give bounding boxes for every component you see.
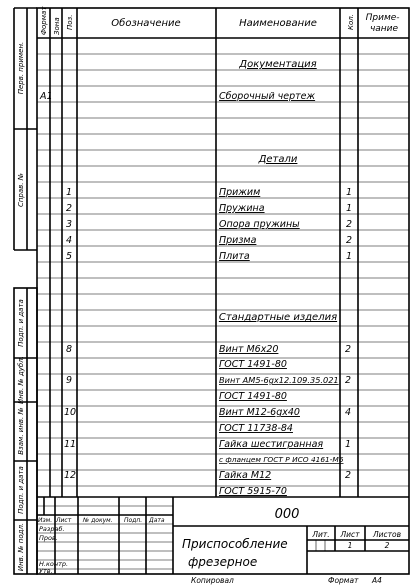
row-s11b-name: с фланцем ГОСТ Р ИСО 4161-М6: [219, 455, 344, 464]
tb-izm: Изм.: [38, 517, 53, 524]
header-designation: Обозначение: [111, 18, 181, 29]
row-s10b-name: ГОСТ 11738-84: [219, 423, 293, 434]
header-note-line1: Приме-: [365, 13, 400, 23]
tb-razrab: Разраб.: [39, 525, 65, 533]
row-s10a-pos: 10: [64, 407, 77, 418]
header-note-line2: чание: [369, 24, 399, 34]
footer: [191, 576, 382, 585]
side-label-vzam-inv: Взам. инв. №: [17, 407, 25, 455]
tb-code: 000: [274, 507, 300, 522]
row-s8a-name: Винт М6х20: [219, 344, 279, 355]
row-s12a-qty: 2: [345, 470, 352, 481]
row-d1-pos: 1: [66, 187, 73, 198]
row-s11a-pos: 11: [64, 439, 77, 450]
row-d3-name: Опора пружины: [219, 219, 300, 230]
tb-list-label: Лист: [340, 530, 360, 539]
section-details: Детали: [258, 154, 298, 165]
header-note: [366, 13, 403, 34]
row-s8b-name: ГОСТ 1491-80: [219, 359, 287, 370]
row-s9a-pos: 9: [66, 375, 73, 386]
tb-utv: Утв.: [39, 567, 53, 575]
footer-format-label: Формат: [328, 576, 359, 585]
side-label-inv-podl: Инв. № подл.: [17, 522, 25, 572]
tb-ndokum: № докум.: [83, 517, 113, 524]
row-s9b-name: ГОСТ 1491-80: [219, 391, 287, 402]
header-format: Формат: [40, 6, 48, 35]
row-doc1-name: Сборочный чертеж: [219, 91, 316, 102]
row-d4-name: Призма: [219, 235, 257, 246]
side-label-perv-primen: Перв. примен.: [17, 41, 25, 95]
row-s11a-name: Гайка шестигранная: [219, 439, 324, 450]
side-label-podp-data-2: Подп. и дата: [17, 466, 25, 514]
row-d4-qty: 2: [346, 235, 353, 246]
row-s12a-pos: 12: [64, 470, 77, 481]
tb-list-value: 1: [347, 541, 353, 550]
title-block: [38, 507, 401, 575]
row-d2-qty: 1: [346, 203, 353, 214]
row-s10a-qty: 4: [345, 407, 352, 418]
side-labels: [17, 42, 25, 571]
row-s12a-name: Гайка М12: [219, 470, 272, 481]
tb-nkontr: Н.контр.: [39, 560, 69, 568]
row-s8a-pos: 8: [66, 344, 73, 355]
side-label-sprav: Справ. №: [17, 172, 25, 208]
tb-prov: Пров.: [39, 534, 58, 542]
row-grid: [37, 54, 409, 486]
footer-kopiroval: Копировал: [191, 576, 234, 585]
table-header: [40, 6, 402, 35]
section-standard: Стандартные изделия: [218, 312, 338, 323]
tb-podp: Подп.: [124, 517, 143, 524]
row-s8a-qty: 2: [345, 344, 352, 355]
header-qty: Кол.: [347, 14, 355, 30]
tb-title-line2: фрезерное: [188, 555, 258, 569]
row-d5-pos: 5: [66, 251, 73, 262]
row-s9a-name: Винт АМ5-6gх12.109.35.021: [219, 375, 339, 385]
header-zone: Зона: [53, 17, 61, 35]
row-doc1-format: А1: [40, 91, 53, 102]
section-documentation: Документация: [239, 59, 317, 70]
tb-listov-label: Листов: [372, 530, 402, 539]
tb-lit-label: Лит.: [312, 530, 330, 539]
row-d3-pos: 3: [66, 219, 73, 230]
side-label-inv-dubl: Инв. № дубл.: [17, 356, 25, 404]
row-d5-name: Плита: [219, 251, 250, 262]
tb-title-line1: Приспособление: [182, 537, 288, 551]
header-pos: Поз.: [66, 14, 74, 30]
tb-list-col: Лист: [56, 517, 72, 524]
row-d1-name: Прижим: [219, 187, 261, 198]
side-label-podp-data-1: Подп. и дата: [17, 299, 25, 347]
row-d5-qty: 1: [346, 251, 353, 262]
header-name: Наименование: [239, 18, 317, 29]
row-d2-name: Пружина: [219, 203, 265, 214]
row-d4-pos: 4: [66, 235, 73, 246]
tb-data: Дата: [149, 517, 165, 524]
footer-format-value: А4: [372, 576, 382, 585]
row-s12b-name: ГОСТ 5915-70: [219, 486, 287, 497]
row-s9a-qty: 2: [345, 375, 352, 386]
tb-listov-value: 2: [384, 541, 390, 550]
row-d2-pos: 2: [66, 203, 73, 214]
row-s11a-qty: 1: [345, 439, 352, 450]
row-d1-qty: 1: [346, 187, 353, 198]
row-d3-qty: 2: [346, 219, 353, 230]
row-s10a-name: Винт М12-6gх40: [219, 407, 300, 418]
